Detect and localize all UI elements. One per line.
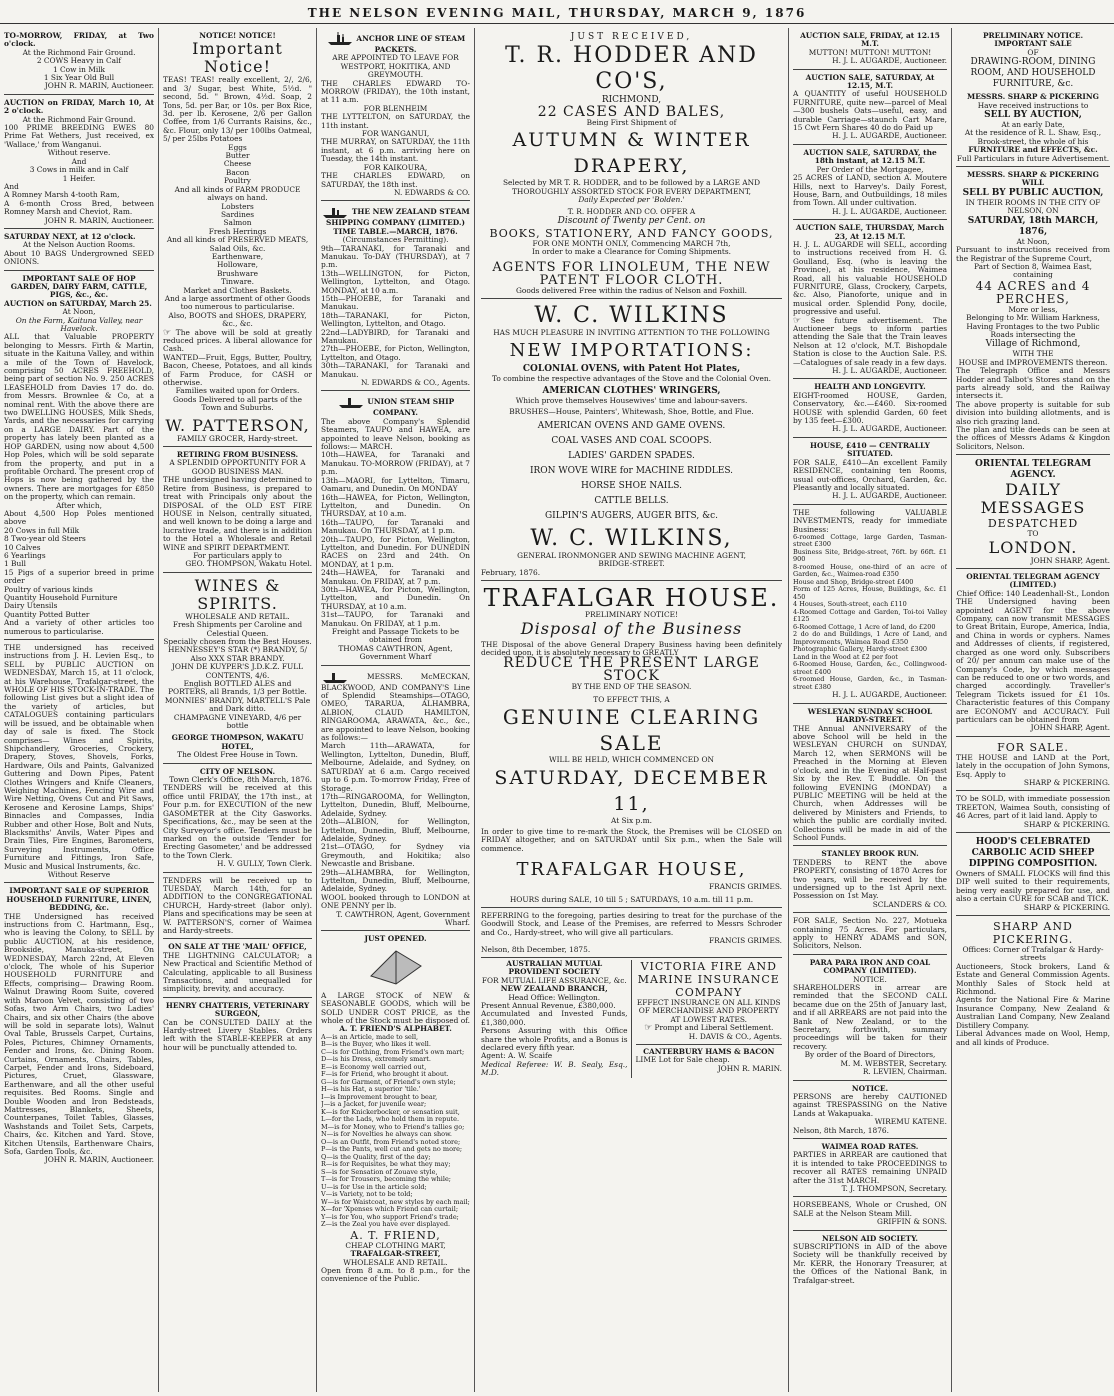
ad-body: FOR SALE, £410—An excellent Family RESIDENCE, containing ten Rooms, usual out-offices, Orchard, Garden, &c. Pleasantly and locally situated.	[793, 457, 947, 492]
ad-body: TEAS! TEAS! really excellent, 2/, 2/6, and 3/ Sugar, best White, 5½d. " second, 5d. " Brown, 4½d. Soap, 2 Tons, 5d. per Bar, or 10s. per Box Rice, 3d. per lb. Kerosene, 2/6 per Gallon Coffee, from 1/6 Currants Raisins, &c., &c. Flour, only 13/ per 100lbs Oatmeal, 5/ per 25lbs Potatoes	[163, 75, 312, 144]
ad-body: THE undersigned having determined to Retire from Business, is prepared to treat with Principals only about the DISPOSAL of the OLD EST FIRE HOUSE in Nelson, centrally situated, and well known to be doing a large and lucrative trade, and there is in addition to the Hotel a Wholesale and Retail WINE and SPIRIT DEPARTMENT.	[163, 475, 312, 552]
ad-heading: AUCTION SALE, SATURDAY, the 18th instant, at 12.15 M.T.	[803, 147, 937, 166]
ad-body: TO be SOLD, with immediate possession TREETON, Waimea South, consisting of 46 Acres, part of it laid land. Apply to	[956, 794, 1110, 821]
ad-text: WOOL booked through to LONDON at ONE PENNY per lb.	[321, 892, 470, 911]
ad-text: English BOTTLED ALES and PORTERS, all Brands, 1/3 per Bottle.	[168, 679, 307, 697]
column-5	[788, 28, 951, 1392]
ad-text: Full Particulars in future Advertisement.	[956, 153, 1110, 163]
ad-text: SELL BY AUCTION,	[984, 110, 1082, 121]
ad-heading	[321, 32, 470, 54]
ad-text: Having Frontages to the two Public Roads intersecting the	[966, 321, 1100, 339]
ad-heading: NOTICE! NOTICE!	[199, 31, 276, 40]
ad-heading: STANLEY BROOK RUN.	[821, 849, 919, 859]
ad-schedule: 10th—HAWEA, for Taranaki and Manukau. TO-MORROW (FRIDAY), at 7 p.m. 13th—MAORI, for Lyttelton, Timaru, Oamaru, and Dunedin. On MONDAY 16th—HAWEA, for Picton, Wellington, Lyttelton, and Dunedin. On THURSDAY, at 10 a.m. 16th—TAUPO, for Taranaki and Manukau. On THURSDAY, at 1 p.m. 20th—TAUPO, for Picton, Wellington, Lyttelton, and Dunedin. For DUNEDIN RACES on 23rd and 24th. On MONDAY, at 1 p.m. 24th—HAWEA, for Taranaki and Manukau. On FRIDAY, at 7 p.m. 30th—HAWEA, for Picton, Wellington, Lyttelton, and Dunedin. On THURSDAY, at 10 a.m. 31st—TAUPO, for Taranaki and Manukau. On FRIDAY, at 1 p.m.	[321, 450, 470, 628]
ad-headline: T. R. HODDER AND CO'S,	[505, 43, 758, 94]
ad-text: CHEAP CLOTHING MART,	[345, 1240, 446, 1250]
ad-body: THE Annual ANNIVERSARY of the above School will be held in the WESLEYAN CHURCH on SUNDAY, March 12, when SERMONS will be Preached in the Morning at Eleven o'clock, and in the Evening at Half-past Six by the Rev. T. Buddle. On the following EVENING (MONDAY) a PUBLIC MEETING will be held at the Church, when Addresses will be delivered by Ministers and Friends, to which the public are cordially invited. Collections will be made in aid of the School Funds.	[793, 723, 947, 842]
ad-heading: PARA PARA IRON AND COAL COMPANY (LIMITED).	[809, 957, 931, 976]
ad-text: Chief Office: 140 Leadenhall-St., London	[956, 588, 1110, 598]
ad-text: Town Clerk's Office, 8th March, 1876.	[169, 775, 312, 785]
ad-body: MESSRS. McMECKAN, BLACKWOOD, AND COMPANY'S Line of Splendid Steamships—OTAGO, OMEO, TARARUA, ALHAMBRA, ALBION, CLAUD HAMILTON, RINGAROOMA, ARAWATA, &c., &c., are appointed to leave Nelson, booking as follows:—	[321, 671, 470, 743]
ad-headline: REDUCE THE PRESENT LARGE STOCK	[503, 655, 760, 685]
ad-body: FOR SALE, Section No. 227, Motueka containing 75 Acres. For particulars, apply to HENRY ADAMS and SON, Solicitors, Nelson.	[793, 916, 947, 951]
ad-text	[163, 329, 312, 354]
ad-headline: NEW IMPORTATIONS:	[509, 339, 754, 361]
ad-text: HENNESSEY'S STAR (*) BRANDY, 5/ Also XXX STAR BRANDY.	[167, 645, 308, 663]
ad-body: PERSONS are hereby CAUTIONED against TRESPASSING on the Native Lands at Wakapuaka.	[793, 1091, 947, 1118]
pointing-hand-icon: ☞	[793, 315, 802, 326]
ad-text: Brook-street, the whole of his	[977, 136, 1089, 146]
ad-body: THE Disposal of the above General Drapery Business having been definitely decided upon, it is absolutely necessary to GREATLY	[481, 639, 782, 657]
ad-text: LADIES' GARDEN SPADES.	[568, 450, 695, 461]
ad-text: Goods Delivered to all parts of the Town and Suburbs.	[173, 394, 302, 413]
ad-heading: HOOD'S CELEBRATED CARBOLIC ACID SHEEP DIPPING COMPOSITION.	[968, 837, 1098, 869]
ad-body: SUBSCRIPTIONS in AID of the above Society will be thankfully received by Mr. KERR, the Honorary Treasurer, at the Offices of the National Bank, in Trafalgar-street.	[793, 1242, 947, 1285]
ad-text: Per Order of the Mortgagee,	[816, 164, 924, 174]
ad-heading: IMPORTANT SALE OF HOP GARDEN, DAIRY FARM, CATTLE, PIGS, &c., &c.	[10, 273, 148, 300]
auctioneer-signature: H. J. L. AUGARDE, Auctioneer.	[832, 131, 947, 141]
masthead: THE NELSON EVENING MAIL, THURSDAY, MARCH 9, 1876	[0, 2, 1114, 24]
ad-text: Freight and Passage Tickets to be obtained from	[331, 627, 460, 645]
ad-body: TENDERS will be received up to TUESDAY, March 14th, for an ADDITION to the CONGREGATIONAL CHURCH, Hardy-street (labor only). Plans and specifications may be seen at W. PATTERSON'S, corner of Waimea and Hardy-streets.	[163, 875, 312, 935]
ad-list: Eggs Butter Cheese Bacon Poultry	[223, 142, 252, 186]
ad-headline: W. C. WILKINS	[534, 303, 729, 329]
ad-text: FAMILY GROCER, Hardy-street.	[177, 433, 298, 443]
ad-body: THE Undersigned has received instructions from C. Hartmann, Esq., who is leaving the Colony, to SELL by public AUCTION, at his residence, Brookside, Manuka-street, On WEDNESDAY, March 22nd, At Eleven o'clock, The whole of his Superior HOUSEHOLD FURNITURE and Effects, comprising— Drawing Room. Walnut Drawing Room Suite, covered with Maroon Velvet, consisting of two Sofas, two Arm Chairs, two Ladies' Chairs, and six other Chairs (the above will be sold in separate lots), Walnut Oval Table, Brussels Carpet, Curtains, Poles, Pictures, Chimney Ornaments, Fender and Irons, &c. Dining Room. Curtains, Ornaments, Chairs, Tables, Carpet, Fender and Irons, Sideboard, Pictures, Cruet, Glassware, Earthenware, and all the other useful requisites. Bed Rooms. Single and Double Wooden and Iron Bedsteads, Mattresses, Blankets, Sheets, Counterpanes, Toilet Tables, Glasses, Washstands and Toilet Sets, Carpets, Chairs, &c. Kitchen and Yard. Stove, Kitchen Utensils, Earthenware Chairs, Sofa, Garden Tools, &c.	[4, 911, 154, 1156]
auctioneer-signature: JOHN R. MARIN, Auctioneer.	[44, 1155, 154, 1165]
ad-text: Agent: A. W. Scaife	[481, 1051, 553, 1061]
ad-signature: M. M. WEBSTER, Secretary.	[840, 1058, 947, 1068]
ad-text: Daily Expected per 'Bolden.'	[578, 195, 685, 205]
ad-text: PRELIMINARY NOTICE!	[584, 610, 678, 620]
ad-headline: SHARP AND PICKERING.	[992, 920, 1074, 947]
ad-date: February, 1876.	[481, 567, 541, 577]
ad-signature: N. EDWARDS & CO., Agents.	[360, 378, 470, 388]
auctioneer-signature: H. J. L. AUGARDE, Auctioneer.	[832, 690, 947, 700]
column-3	[316, 28, 474, 1392]
ad-headline: LONDON.	[988, 537, 1078, 557]
ad-text: MUTTON! MUTTON! MUTTON!	[808, 47, 932, 57]
ad-text: Without reserve.	[47, 148, 111, 158]
ad-heading: ORIENTAL TELEGRAM AGENCY.	[974, 459, 1092, 481]
ad-text: DRAWING-ROOM, DINING ROOM, AND HOUSEHOLD FURNITURE, &c.	[970, 57, 1096, 90]
ad-body: THE following VALUABLE INVESTMENTS, ready for immediate Business:	[793, 507, 947, 534]
ad-text: At Noon,	[1016, 236, 1050, 246]
ad-text: At the Richmond Fair Ground.	[22, 47, 136, 57]
amp-ad	[481, 960, 632, 1078]
ad-text: A SPLENDID OPPORTUNITY FOR A GOOD BUSINESS MAN.	[169, 458, 306, 476]
ad-heading: AUCTION on SATURDAY, March 25.	[4, 298, 152, 308]
ad-text: TO	[1027, 529, 1039, 539]
ad-text: 2 COWS Heavy in Calf 1 Cow in Milk 1 Six Year Old Bull	[36, 56, 122, 83]
ad-body: In order to give time to re-mark the Stock, the Premises will be CLOSED on FRIDAY altogether, and on SATURDAY until Six p.m., when the Sale will commence.	[481, 826, 782, 853]
ad-signature: H. V. GULLY, Town Clerk.	[217, 859, 312, 869]
ad-text: THE CHARLES EDWARD, on SATURDAY, the 18th inst.	[321, 171, 470, 189]
ad-text: HOURS during SALE, 10 till 5 ; SATURDAYS, 10 a.m. till 11 p.m.	[509, 894, 754, 904]
ad-text: LIME Lot for Sale cheap.	[635, 1055, 730, 1065]
ad-headline: FOR SALE.	[997, 740, 1069, 754]
ad-list: About 4,500 Hop Poles mentioned above 20 Cows in full Milk 8 Two-year old Steers 10 Calves 6 Yearlings 1 Bull 15 Pigs of a superior breed in prime order Poultry of various kinds Quantity Household Furniture Dairy Utensils Quantity Potted Butter And a variety of other articles too numerous to particularise.	[4, 508, 154, 636]
ad-signature: WIREMU KATENE.	[874, 1117, 947, 1127]
ad-text: And a large assortment of other Goods too numerous to particularise.	[164, 293, 311, 312]
ad-headline: WINES & SPIRITS.	[194, 575, 281, 613]
ad-text: Goods delivered Free within the radius of Nelson and Foxhill.	[516, 285, 747, 295]
column-6	[951, 28, 1114, 1392]
steamship-icon	[321, 205, 349, 219]
auctioneer-signature: H. J. L. AUGARDE, Auctioneer.	[832, 56, 947, 66]
ad-heading	[321, 205, 470, 227]
ad-text: Persons Assuring with this Office share the whole Profits, and a Bonus is declared every fifth year.	[481, 1026, 628, 1053]
ad-heading: AUCTION SALE, THURSDAY, March 23, At 12.15 M.T.	[795, 223, 945, 241]
ad-headline: TRAFALGAR HOUSE,	[516, 859, 747, 881]
ad-body: A LARGE STOCK of NEW & SEASONABLE GOODS, which will be SOLD UNDER COST PRICE, as the whole of the Stock must be disposed of.	[321, 990, 470, 1026]
ad-headline: VICTORIA FIRE AND MARINE INSURANCE COMPANY	[637, 960, 780, 999]
ad-text: NOTICE.	[853, 974, 887, 984]
ad-text: FOR ONE MONTH ONLY, Commencing MARCH 7th,	[532, 239, 731, 249]
ad-signature: FRANCIS GRIMES.	[709, 936, 782, 946]
ad-text: MONNIES' BRANDY, MARTELL'S Pale and Dark ditto.	[164, 695, 311, 714]
newspaper-page	[0, 28, 1114, 1394]
ad-heading: TO-MORROW, FRIDAY, at Two o'clock.	[4, 31, 154, 49]
ad-body: ALL that Valuable PROPERTY belonging to Messrs. Firth & Martin, situate in the Kaituna Valley, and within a mile of the Town of Havelock, comprising 50 ACRES FREEHOLD, being part of section No. 9. 250 ACRES LEASEHOLD from Davies 17 do. do. from Messrs. Brownlee & Co, at a nominal rent. With the above there are two DWELLING HOUSES, Milk Sheds, Yards, and the necessaries for carrying on a LARGE DAIRY. Part of the property has lately been planted as a HOP GARDEN, using now about 4,500 Hop Poles, which will be sold separate from the property, and put in a profitable Orchard. The present crop of Hops is now being gathered by the owners. There are mortgages for £850 on the property, which can remain.	[4, 332, 154, 502]
ad-headline: A. T. FRIEND,	[350, 1228, 441, 1242]
ad-heading: TIME TABLE.—MARCH, 1876.	[333, 226, 458, 236]
ad-body	[793, 317, 947, 367]
ad-list: Earthenware, Holloware, Brushware Tinware.	[211, 251, 264, 287]
ad-text: At the Richmond Fair Ground.	[22, 114, 136, 124]
ad-signature: THOMAS CAWTHRON, Agent, Government Wharf	[338, 643, 453, 662]
ad-text: FOR BLENHEIM	[363, 103, 428, 113]
ad-heading: TRAFALGAR-STREET,	[350, 1249, 441, 1259]
ad-headline: GENUINE CLEARING SALE	[502, 705, 761, 756]
column-2	[158, 28, 316, 1392]
ad-text: COAL VASES AND COAL SCOOPS.	[551, 435, 712, 446]
ad-text: And 3 Cows in milk and in Calf 1 Heifer.	[29, 156, 129, 183]
auctioneer-signature: H. J. L. AUGARDE, Auctioneer.	[832, 491, 947, 501]
steamship-icon	[321, 670, 349, 684]
ad-text: WHOLESALE AND RETAIL.	[343, 1257, 448, 1267]
ad-text: RICHMOND,	[601, 95, 662, 105]
ad-text: BRUSHES—House, Painters', Whitewash, Shoe, Bottle, and Flue.	[509, 407, 754, 417]
ad-list: A—is an Article, made to sell, B—is the Buyer, who likes it well. C—is for Clothing, from Friend's own mart; D—is his Dress, extremely smart. E—is Economy well carried out, F—is for Friend, who brought it about. G—is for Garment, of Friend's own style; H—is his Hat, a superior 'tile.' I—is Improvement brought to bear, J—is a Jacket, for juvenile wear; K—is for Knickerbocker, or sensation suit, L—for the Lads, who hold them in repute. M—is for Money, who to Friend's tallies go; N—is for Novelties he always can show. O—is an Outfit, from Friend's noted store; P—is the Pants, well cut and gets no more; Q—is the Quality, first of the day; R—is for Requisites, be what they may; S—is for Sensation of Zouave style, T—is for Trousers, becoming the while; U—is for Use in the article sold; V—is Variety, not to be told; W—is for Waistcoat, new styles by each mail; X—for 'Xpenses which Friend can curtail; Y—is for You, who support Friend's trade; Z—is the Zeal you have ever displayed.	[321, 1032, 470, 1229]
ad-signature: SHARP & PICKERING.	[1023, 819, 1110, 829]
ad-signature: JOHN R. MARIN.	[717, 1063, 782, 1073]
ad-text: BY THE END OF THE SEASON.	[571, 682, 692, 692]
ad-headline: SATURDAY, DECEMBER 11,	[494, 766, 769, 815]
ad-signature: FRANCIS GRIMES.	[709, 882, 782, 892]
ad-date: Nelson, 8th March, 1876.	[793, 1125, 889, 1135]
ad-list: Lobsters Sardines Salmon Fresh Herrings	[208, 201, 267, 236]
ad-text: Accumulated and Invested Funds, £1,380,000.	[481, 1009, 628, 1027]
ad-heading: UNION STEAM SHIP COMPANY.	[367, 397, 455, 418]
parcel-icon	[366, 946, 426, 986]
ad-text: About 10 BAGS Undergrowned SEED ONIONS.	[4, 248, 154, 267]
ad-text: Belonging to Mr. William Harkness,	[966, 313, 1100, 323]
ad-text: JUST RECEIVED,	[570, 32, 693, 42]
victoria-ad	[636, 960, 783, 1078]
ad-heading: IMPORTANT SALE	[994, 39, 1072, 49]
ad-signature: GRIFFIN & SONS.	[876, 1217, 947, 1227]
ad-signature: JOHN SHARP, Agent.	[1030, 723, 1110, 733]
ad-heading: NELSON AID SOCIETY.	[821, 1233, 918, 1243]
ad-text: Prompt and Liberal Settlement.	[654, 1023, 774, 1033]
ad-text: Present Annual Revenue, £380,000.	[481, 1001, 616, 1011]
ad-text: Village of Richmond,	[985, 339, 1081, 350]
ad-body: THE HOUSE and LAND at the Port, lately in the occupation of John Symons, Esq. Apply to	[956, 752, 1110, 779]
ad-text: FOR MUTUAL LIFE ASSURANCE, &c.	[481, 975, 627, 985]
ad-body: Auctioneers, Stock brokers, Land & Estate and General Commission Agents. Monthly Sales of Stock held at Richmond.	[956, 961, 1110, 997]
ad-body: PARTIES in ARREAR are cautioned that it is intended to take PROCEEDINGS to recover all RATES remaining UNPAID after the 31st MARCH.	[793, 1150, 947, 1185]
ad-text: On the Farm, Kaituna Valley, near Havelock.	[15, 315, 143, 333]
ad-text: FOR KAIKOURA,	[363, 162, 428, 172]
ad-headline: BOOKS, STATIONERY, AND FANCY GOODS,	[489, 227, 774, 241]
ad-text: CHAMPAGNE VINEYARD, 4/6 per bottle	[173, 712, 302, 731]
ad-heading	[321, 395, 470, 417]
ad-signature: H. DAVIS & CO., Agents.	[688, 1031, 782, 1041]
ad-heading: CITY OF NELSON.	[199, 766, 276, 776]
ad-body: The above property is suitable for sub division into building allotments, and is also rich grazing land.	[956, 399, 1110, 426]
ad-body: SHAREHOLDERS in arrear are reminded that the SECOND CALL became due on the 25th of January last, and if all ARREARS are not paid into the Bank of New Zealand, or to the Secretary, forthwith, summary proceedings will be taken for their recovery.	[793, 983, 947, 1051]
ad-headline: Important Notice!	[192, 39, 283, 77]
ad-heading: WESLEYAN SUNDAY SCHOOL HARDY-STREET.	[807, 706, 933, 725]
ad-text: HAS MUCH PLEASURE IN INVITING ATTENTION TO THE FOLLOWING	[493, 328, 770, 338]
ad-text: IRON WOVE WIRE for MACHINE RIDDLES.	[529, 465, 734, 476]
ad-text: To combine the respective advantages of the Stove and the Colonial Oven.	[491, 373, 771, 383]
ad-headline: W. C. WILKINS,	[530, 525, 733, 551]
ad-headline: Disposal of the Business	[520, 618, 743, 638]
ad-headline: TRAFALGAR HOUSE.	[483, 584, 780, 613]
ad-body: H. J. L. AUGARDE will SELL, according to instructions received from H. G. Goulland, Esq. (who is leaving the Province), at his residence, Waimea Road, all his valuable HOUSEHOLD FURNITURE, Glass, Crockery, Carpets, &c. Also, Pianoforte, unique and in musical order. Splendid Pony, docile, progressive and useful.	[793, 239, 947, 317]
ad-text: The above will be sold at greatly reduced prices. A liberal allowance for Cash.	[163, 327, 312, 354]
ad-text: THE LYTTELTON, on SATURDAY, the 11th instant.	[321, 112, 470, 130]
auctioneer-signature: JOHN R. MARIN, Auctioneer.	[44, 215, 154, 225]
ad-text: TO EFFECT THIS, A	[593, 694, 670, 704]
ad-heading: ON SALE AT THE 'MAIL' OFFICE,	[168, 942, 307, 952]
ad-text: SATURDAY, 18th MARCH, 1876,	[967, 215, 1099, 237]
ad-text: Selected by MR T. R. HODDER, and to be followed by a LARGE AND THOROUGHLY ASSORTED STOCK FOR EVERY DEPARTMENT,	[502, 178, 761, 196]
ad-text: The Oldest Free House in Town.	[177, 750, 298, 760]
ad-text: Which prove themselves Housewives' time and labour-savers.	[515, 396, 748, 406]
ad-text: FOR WANGANUI,	[361, 129, 430, 139]
ad-heading: HEALTH AND LONGEVITY.	[814, 382, 926, 392]
ad-heading: AUCTION on FRIDAY, March 10, At 2 o'clock.	[4, 97, 154, 116]
ad-body: A QUANTITY of useful HOUSEHOLD FURNITURE, quite new—parcel of Meal—300 bushels Oats—useful, easy, and durable Carriage—staunch Cart Mare, 15 Cwt Fern Shares 40 do do Paid up	[793, 89, 947, 133]
ad-text: After which,	[56, 500, 102, 510]
ad-list: 6-roomed Cottage, large Garden, Tasman-street £300 Business Site, Bridge-street, 76ft. by 66ft. £1 900 8-roomed House, one-third of an acre of Garden, &c., Waimea-road £350 House and Shop, Bridge-street £400 Form of 125 Acres, House, Buildings, &c. £1 450 4 Houses, South-street, each £110 4-Roomed Cottage and Garden, Toi-toi Valley £125 6-Roomed Cottage, 1 Acre of land, do £200 2 do do and Buildings, 1 Acre of Land, and Improvements, Waimea Road £350 Photographic Gallery, Hardy-street £300 Land in the Wood at £2 per foot 6-Roomed House, Garden, &c., Collingwood-street £400 6-roomed House, Garden, &c., in Tasman-street £380	[793, 532, 947, 691]
ad-signature: T. CAWTHRON, Agent, Government Wharf.	[336, 909, 470, 927]
column-1	[0, 28, 158, 1392]
ad-body: THE undersigned has received instructions from J. H. Levien Esq., to SELL by PUBLIC AUCTION on WEDNESDAY, March 15, at 11 o'clock, at his Warehouse, Trafalgar-street, the WHOLE OF HIS STOCK-IN-TRADE. The following List gives but a slight idea of the variety of articles, but CATALOGUES containing particulars will be issued, and be obtainable when day of sale is fixed. The Stock comprises— Wines and Spirits, Shipchandlery, Groceries, Crockery, Drapery, Stoves, Shovels, Forks, Hardware, Oils and Paints, Galvanized Guttering and Down Pipes, Patent Clothes Wringers and Knife Cleaners, Weighing Machines, Fencing Wire and Wire Netting, Ovens Cut and Pit Saws, Kerosene and Kerosine Lamps, Ships' Binnacles and Compasses, India Rubber and other Hose, Bolt and Nuts, Blacksmiths' Anvils, Water Pipes and Drain Tiles, Fire Engines, Barometers, Surveying Instruments, Office Furniture and Fittings, Iron Safe, Music and Musical Instruments, &c.	[4, 643, 154, 871]
ad-text: And all kinds of FARM PRODUCE always on hand.	[174, 184, 301, 203]
ad-text: WILL BE HELD, WHICH COMMENCED ON	[549, 755, 714, 765]
auctioneer-signature: H. J. L. AUGARDE, Auctioneer.	[832, 366, 947, 376]
insurance-row	[481, 960, 782, 1078]
ad-text: Open from 8 a.m. to 8 p.m., for the convenience of the Public.	[321, 1266, 470, 1284]
ad-text: 100 PRIME BREEDING EWES 80 Prime Fat Wethers, Just received, ex 'Wallace,' from Wanganui.	[4, 123, 154, 149]
ad-body: EIGHT-roomed HOUSE, Garden, Conservatory, &c.—£460. Six-roomed HOUSE with splendid Garden, 60 feet by 135 feet—£300.	[793, 390, 947, 426]
ad-text: And A Romney Marsh 4-tooth Ram, A 6-month Cross Bred, between Romney Marsh and Cheviot, Ram.	[4, 181, 154, 217]
ad-body: TENDERS to RENT the above PROPERTY, consisting of 1870 Acres for two years, will be received by the undersigned up to the 1st April next. Possession on 1st May.	[793, 857, 947, 901]
ad-heading: SATURDAY NEXT, at 12 o'clock.	[4, 231, 136, 241]
ad-heading: A. T. FRIEND'S ALPHABET.	[339, 1024, 452, 1034]
ad-signature: SHARP & PICKERING.	[1023, 777, 1110, 787]
ad-schedule: March 11th—ARAWATA, for Wellington, Lyttelton, Dunedin, Bluff, Melbourne, Adelaide, and Sydney, on SATURDAY at 6 a.m. Cargo received up to 6 p.m. To-morrow Friday, Free of Storage. 17th—RINGAROOMA, for Wellington, Lyttelton, Dunedin, Bluff, Melbourne, Adelaide, Sydney. 20th—ALBION, for Wellington, Lyttelton, Dunedin, Bluff, Melbourne, Adelaide, Sydney. 21st—OTAGO, for Sydney via Greymouth, and Hokitika; also Newcastle and Brisbane. 29th—ALHAMBRA, for Wellington, Lyttelton, Dunedin, Bluff, Melbourne, Adelaide, Sydney.	[321, 741, 470, 894]
ad-body: The plan and title deeds can be seen at the offices of Messrs Adams & Kingdon Solicitors, Nelson.	[956, 425, 1110, 451]
ad-text: THE CHARLES EDWARD TO-MORROW (FRIDAY), the 10th instant, at 11 a.m.	[321, 78, 470, 105]
divider	[636, 1044, 783, 1045]
ad-date: Nelson, 8th December, 1875.	[481, 944, 591, 954]
ad-body: HORSEBEANS, Whole or Crushed, ON SALE at the Nelson Steam Mill.	[793, 1200, 947, 1218]
steamship-icon	[326, 32, 354, 46]
ad-body: Owners of SMALL FLOCKS will find this DIP well suited to their requirements, being very easily prepared for use, and also a certain CURE for SCAB and TICK.	[956, 869, 1110, 904]
ad-text: Specially chosen from the Best Houses.	[163, 636, 312, 646]
ad-text: CATTLE BELLS.	[594, 495, 669, 506]
ad-headline: AGENTS FOR LINOLEUM, THE NEW PATENT FLOOR CLOTH.	[492, 259, 771, 288]
ad-heading: ORIENTAL TELEGRAM AGENCY (LIMITED.)	[966, 572, 1100, 590]
ad-heading: FURNITURE and EFFECTS, &c.	[968, 145, 1098, 155]
ad-text: At Noon,	[62, 307, 96, 317]
ad-heading: HENRY CHATTERIS, VETERINARY SURGEON,	[165, 1000, 310, 1019]
ad-headline: 44 ACRES and 4 PERCHES,	[975, 278, 1091, 306]
ad-text: Medical Referee: W. B. Sealy, Esq., M.D.	[481, 1059, 628, 1078]
ad-text: At an early Date,	[1001, 120, 1065, 130]
ad-text: Discount of Twenty per Cent. on	[557, 216, 706, 227]
ad-body	[321, 670, 470, 743]
ad-text: At Six p.m.	[611, 815, 652, 825]
ad-heading: GEORGE THOMPSON, WAKATU HOTEL,	[171, 733, 304, 751]
ad-text: HOUSE and IMPROVEMENTS thereon.	[958, 357, 1108, 367]
ad-heading: PRELIMINARY NOTICE.	[982, 31, 1084, 40]
ad-body: The Telegraph Office and Messrs Hodder and Talbot's Stores stand on the parts already sold, and the Railway intersects it.	[956, 366, 1110, 401]
ad-text: AMERICAN CLOTHES' WRINGERS,	[542, 386, 721, 397]
ad-text: Without Reserve	[47, 870, 111, 879]
ad-headline: DESPATCHED	[987, 517, 1079, 531]
ad-heading: MESSRS. SHARP & PICKERING WILL	[967, 170, 1099, 188]
auctioneer-signature: H. J. L. AUGARDE, Auctioneer.	[832, 424, 947, 434]
ad-heading: HOUSE, £410 — CENTRALLY SITUATED.	[810, 440, 930, 459]
ad-text: For particulars apply to	[193, 550, 282, 560]
ad-text: In order to make a Clearance for Coming Shipments.	[531, 247, 732, 257]
ad-text: HORSE SHOE NAILS.	[580, 480, 683, 491]
ad-text: At the Nelson Auction Rooms.	[22, 240, 136, 250]
ad-body: The above Company's Splendid Steamers, TAUPO and HAWEA, are appointed to leave Nelson, booking as follows:— MARCH.	[321, 416, 470, 452]
steamship-icon	[337, 395, 365, 409]
ad-text: By order of the Board of Directors,	[804, 1050, 936, 1060]
ad-text: SELL BY PUBLIC AUCTION,	[962, 187, 1104, 198]
ad-heading: NEW ZEALAND BRANCH,	[500, 984, 608, 994]
ad-text: BRIDGE-STREET.	[598, 559, 665, 569]
ad-text: Part of Section 8, Waimea East, containing	[973, 261, 1093, 280]
pointing-hand-icon: ☞	[644, 1023, 653, 1034]
ad-body: REFERRING to the foregoing, parties desiring to treat for the purchase of the Goodwill Stock, and Lease of the Premises, are referred to Messrs Schroder and Co., Hardy-street, who will give all particulars.	[481, 910, 782, 937]
ad-text: AMERICAN OVENS AND GAME OVENS.	[537, 420, 726, 431]
ad-body: 25 ACRES of LAND, section A. Moutere Hills, next to Harvey's. Daily Forest, House, Barn, and Outbuildings, 18 miles from Town. All under cultivation.	[793, 173, 947, 208]
ad-body: Agents for the National Fire & Marine Insurance Company, New Zealand & Australian Land Company, New Zealand Distillery Company.	[956, 995, 1110, 1030]
ad-text: More or less,	[1008, 304, 1058, 314]
ad-headline: 22 CASES AND BALES,	[537, 104, 726, 120]
ad-text: WANTED—Fruit, Eggs, Butter, Poultry, Bacon, Cheese, Potatoes, and all kinds of Farm Produce, for CASH or otherwise.	[163, 352, 312, 388]
auctioneer-signature: JOHN R. MARIN, Auctioneer.	[44, 81, 154, 91]
ad-heading: AUCTION SALE, FRIDAY, at 12.15 M.T.	[800, 31, 940, 49]
parcel-illustration	[321, 946, 470, 990]
ad-text: Pursuant to instructions received from the Registrar of the Supreme Court,	[956, 245, 1110, 263]
ad-body: Liberal Advances made on Wool, Hemp, and all kinds of Produce.	[956, 1029, 1110, 1047]
ad-signature: JOHN SHARP, Agent.	[1030, 555, 1110, 565]
ad-text: EFFECT INSURANCE ON ALL KINDS OF MERCHANDISE AND PROPERTY AT LOWEST RATES.	[636, 998, 781, 1024]
ad-headline: W. PATTERSON,	[165, 415, 310, 435]
ad-heading: THE NEW ZEALAND STEAM SHIPPING COMPANY (LIMITED.)	[326, 207, 470, 228]
ad-heading: ANCHOR LINE OF STEAM PACKETS.	[356, 34, 466, 54]
pointing-hand-icon: ☞	[163, 327, 172, 338]
ad-text: Offices: Corner of Trafalgar & Hardy-streets	[962, 945, 1104, 963]
ad-text: ARE APPOINTED TO LEAVE FOR WESTPORT, HOKITIKA, AND GREYMOUTH.	[332, 53, 459, 80]
ad-signature: SCLANDERS & CO.	[872, 899, 947, 909]
ad-body: Can be CONSULTED DAILY at the Hardy-street Livery Stables. Orders left with the STABLE-KEEPER at any hour will be punctually attended to.	[163, 1017, 312, 1052]
ad-signature: SHARP & PICKERING.	[1023, 902, 1110, 912]
ad-text: GILPIN'S AUGERS, AUGER BITS, &c.	[544, 510, 719, 521]
ad-headline: AUTUMN & WINTER DRAPERY,	[512, 129, 751, 178]
ad-text: IN THEIR ROOMS IN THE CITY OF NELSON, ON	[965, 197, 1101, 216]
ad-heading: NOTICE.	[851, 1083, 889, 1093]
ad-text: WITH THE	[1012, 349, 1054, 359]
ad-heading: CANTERBURY HAMS & BACON	[643, 1047, 775, 1057]
ad-body: THE LIGHTNING CALCULATOR; a New Practical and Scientific Method of Calculating, applicable to all Business Transactions, and unequalled for simplicity, brevity, and accuracy.	[163, 950, 312, 994]
ad-text: OF	[1027, 47, 1039, 57]
ad-body: THE Undersigned having been appointed AGENT for the above Company, can now transmit MESSAGES to Great Britain, Europe, America, India, and China in words or cyphers. Names and Addresses of clients, if registered, charged as one word only. Subscribers of 20/ per annum can make use of the Company's Code, by which messages can be reduced to one or two words, and charged accordingly. Traveller's Telegram Tickets issued for £1 10s. Characteristic features of this Company are ECONOMY and ACCURACY. Full particulars can be obtained from	[956, 597, 1110, 724]
ad-text: Being First Shipment of	[586, 118, 677, 127]
ad-signature: T. J. THOMPSON, Secretary.	[841, 1183, 947, 1193]
ad-heading: AUCTION SALE, SATURDAY, At 12.15, M.T.	[805, 72, 935, 91]
ad-heading: IMPORTANT SALE OF SUPERIOR HOUSEHOLD FURNITURE, LINEN, BEDDING, &c.	[6, 886, 152, 913]
ad-text: T. R. HODDER AND CO. OFFER A	[567, 206, 696, 216]
ad-text: Fresh Shipments per Caroline and Celestial Queen.	[172, 620, 303, 638]
ad-text: Head Office: Wellington.	[508, 992, 601, 1002]
ad-signature: N. EDWARDS & CO.	[393, 187, 470, 197]
ad-text: WHOLESALE AND RETAIL.	[185, 611, 290, 621]
ad-text: THE MURRAY, on SATURDAY, the 11th instant, at 6 p.m. arriving here on Tuesday, the 14th instant.	[321, 137, 470, 164]
ad-heading: WAIMEA ROAD RATES.	[821, 1141, 919, 1151]
ad-signature: GEO. THOMPSON, Wakatu Hotel.	[185, 559, 312, 569]
ad-text: GENERAL IRONMONGER AND SEWING MACHINE AGENT,	[517, 550, 746, 560]
ad-heading: JUST OPENED.	[364, 934, 427, 944]
ad-text: JOHN DE KUYPER'S J.D.K.Z. FULL CONTENTS, 4/6.	[171, 662, 304, 680]
center-advertisements	[474, 28, 788, 1392]
ad-text: Families waited upon for Orders.	[175, 386, 300, 396]
ad-headline: DAILY MESSAGES	[980, 480, 1086, 518]
ad-schedule: 9th—TARANAKI, for Taranaki and Manukau. To-DAY (THURSDAY), at 7 p.m. 13th—WELLINGTON, for Picton, Wellington, Lyttelton, and Otago. MONDAY, at 10 a.m. 15th—PHOEBE, for Taranaki and Manukau. 18th—TARANAKI, for Picton, Wellington, Lyttelton, and Otago. 22nd—LADYBIRD, for Taranaki and Manukau. 27th—PHOEBE, for Picton, Wellington, Lyttelton, and Otago. 30th—TARANAKI, for Taranaki and Manukau.	[321, 243, 470, 379]
ad-heading: RETIRING FROM BUSINESS.	[176, 450, 299, 460]
ad-text: And all kinds of PRESERVED MEATS, Salad Oils, &c.	[166, 235, 309, 253]
ad-heading: MESSRS. SHARP & PICKERING	[967, 92, 1099, 102]
ad-text: Market and Clothes Baskets.	[183, 285, 292, 295]
auctioneer-signature: H. J. L. AUGARDE, Auctioneer.	[832, 206, 947, 216]
ad-text: Have received instructions to	[977, 100, 1089, 110]
ad-heading: AUSTRALIAN MUTUAL PROVIDENT SOCIETY	[506, 959, 603, 977]
ad-signature: R. LEVIEN, Chairman.	[862, 1067, 947, 1077]
ad-text: (Circumstances Permitting).	[342, 235, 449, 245]
ad-body: TENDERS will be received at this office until FRIDAY, the 17th inst., at Four p.m. for EXECUTION of the new GASOMETER at the City Gasworks. Specifications, &c., may be seen at the City Surveyor's office. Tenders must be marked on the outside 'Tender for Erecting Gasometer,' and be addressed to the Town Clerk.	[163, 783, 312, 860]
ad-text: Also, BOOTS and SHOES, DRAPERY, &c., &c.	[168, 310, 307, 329]
ad-text: At the residence of R. L. Shaw, Esq.,	[964, 128, 1102, 138]
ad-text: COLONIAL OVENS, with Patent Hot Plates,	[522, 363, 741, 374]
ad-body: See future advertisement. The Auctioneer begs to inform parties attending the Sale that the Train leaves Nelson at 12 o'clock, M.T. Bishopdale Station is close to the Auction Sale. P.S.—Catalogues of sale ready in a few days.	[793, 315, 947, 367]
